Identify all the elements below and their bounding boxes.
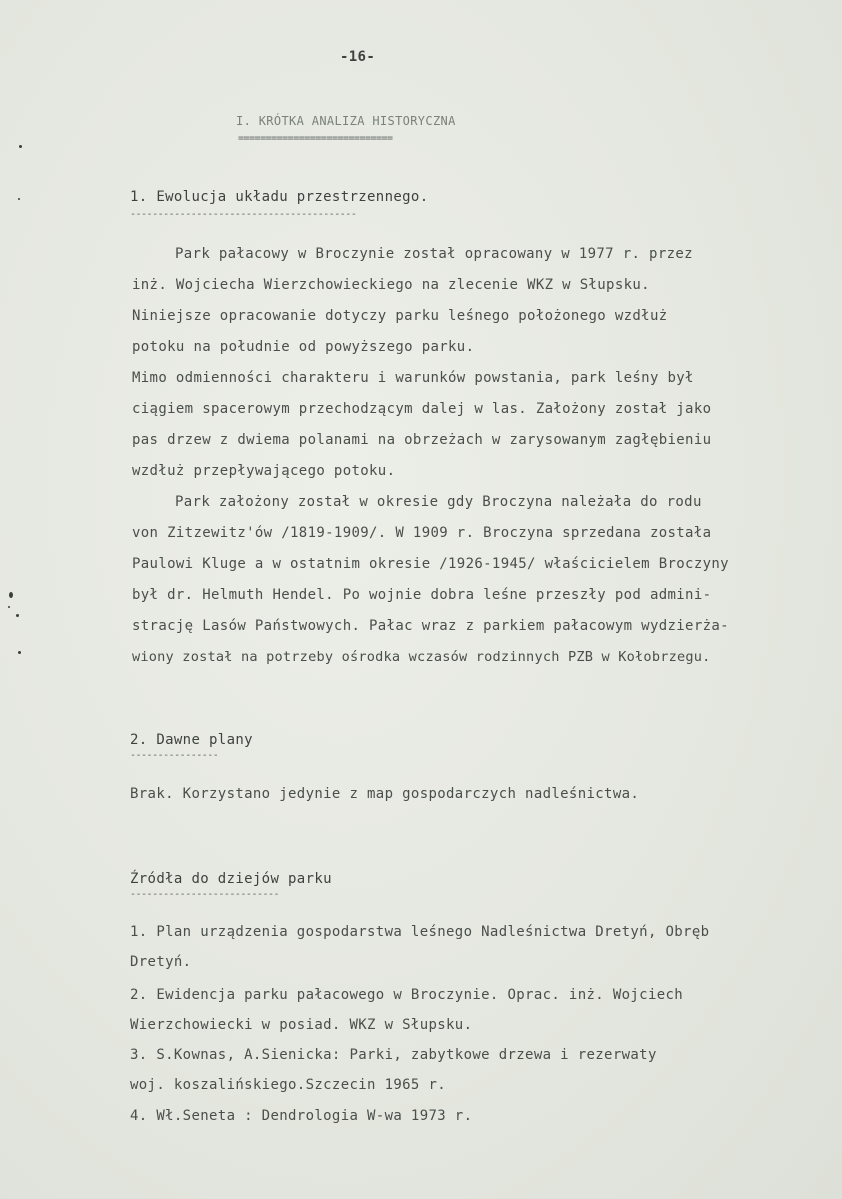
sources-title: Źródła do dziejów parku xyxy=(130,871,332,887)
section-2-title: 2. Dawne plany xyxy=(130,732,253,748)
margin-mark xyxy=(9,592,13,598)
paragraph-line: Park założony został w okresie gdy Broczyna należała do rodu xyxy=(175,494,702,510)
source-item: Wierzchowiecki w posiad. WKZ w Słupsku. xyxy=(130,1017,473,1033)
paragraph-line: Paulowi Kluge a w ostatnim okresie /1926-1945/ właścicielem Broczyny xyxy=(132,556,729,572)
paragraph-line: pas drzew z dwiema polanami na obrzeżach w zarysowanym zagłębieniu xyxy=(132,432,712,448)
source-item: woj. koszalińskiego.Szczecin 1965 r. xyxy=(130,1077,447,1093)
section-2-text: Brak. Korzystano jedynie z map gospodarczych nadleśnictwa. xyxy=(130,786,640,802)
page-title-underline: ============================ xyxy=(238,133,393,144)
page-number: -16- xyxy=(340,49,376,65)
paragraph-line: ciągiem spacerowym przechodzącym dalej w las. Założony został jako xyxy=(132,401,712,417)
paragraph-line: potoku na południe od powyższego parku. xyxy=(132,339,475,355)
page-title: I. KRÓTKA ANALIZA HISTORYCZNA xyxy=(236,114,456,128)
sources-underline: --------------------------- xyxy=(130,889,280,900)
paragraph-line: wiony został na potrzeby ośrodka wczasów rodzinnych PZB w Kołobrzegu. xyxy=(132,649,711,665)
paragraph-line: Niniejsze opracowanie dotyczy parku leśnego położonego wzdłuż xyxy=(132,308,668,324)
source-item: 3. S.Kownas, A.Sienicka: Parki, zabytkowe drzewa i rezerwaty xyxy=(130,1047,657,1063)
section-2-underline: ---------------- xyxy=(130,750,219,761)
source-item: Dretyń. xyxy=(130,954,192,970)
paragraph-line: inż. Wojciecha Wierzchowieckiego na zlecenie WKZ w Słupsku. xyxy=(132,277,650,293)
source-item: 1. Plan urządzenia gospodarstwa leśnego Nadleśnictwa Dretyń, Obręb xyxy=(130,924,710,940)
paragraph-line: był dr. Helmuth Hendel. Po wojnie dobra leśne przeszły pod admini- xyxy=(132,587,712,603)
section-1-underline: ----------------------------------------- xyxy=(130,209,357,220)
margin-mark xyxy=(18,198,20,200)
section-1-title: 1. Ewolucja układu przestrzennego. xyxy=(130,189,429,205)
margin-mark xyxy=(19,145,22,148)
source-item: 4. Wł.Seneta : Dendrologia W-wa 1973 r. xyxy=(130,1108,473,1124)
margin-mark xyxy=(8,606,10,608)
paragraph-line: Mimo odmienności charakteru i warunków powstania, park leśny był xyxy=(132,370,694,386)
margin-mark xyxy=(16,614,19,617)
paragraph-line: wzdłuż przepływającego potoku. xyxy=(132,463,396,479)
source-item: 2. Ewidencja parku pałacowego w Broczynie. Oprac. inż. Wojciech xyxy=(130,987,684,1003)
paragraph-line: strację Lasów Państwowych. Pałac wraz z parkiem pałacowym wydzierża- xyxy=(132,618,729,634)
margin-mark xyxy=(18,651,21,654)
paragraph-line: von Zitzewitz'ów /1819-1909/. W 1909 r. Broczyna sprzedana została xyxy=(132,525,712,541)
paragraph-line: Park pałacowy w Broczynie został opracowany w 1977 r. przez xyxy=(175,246,693,262)
